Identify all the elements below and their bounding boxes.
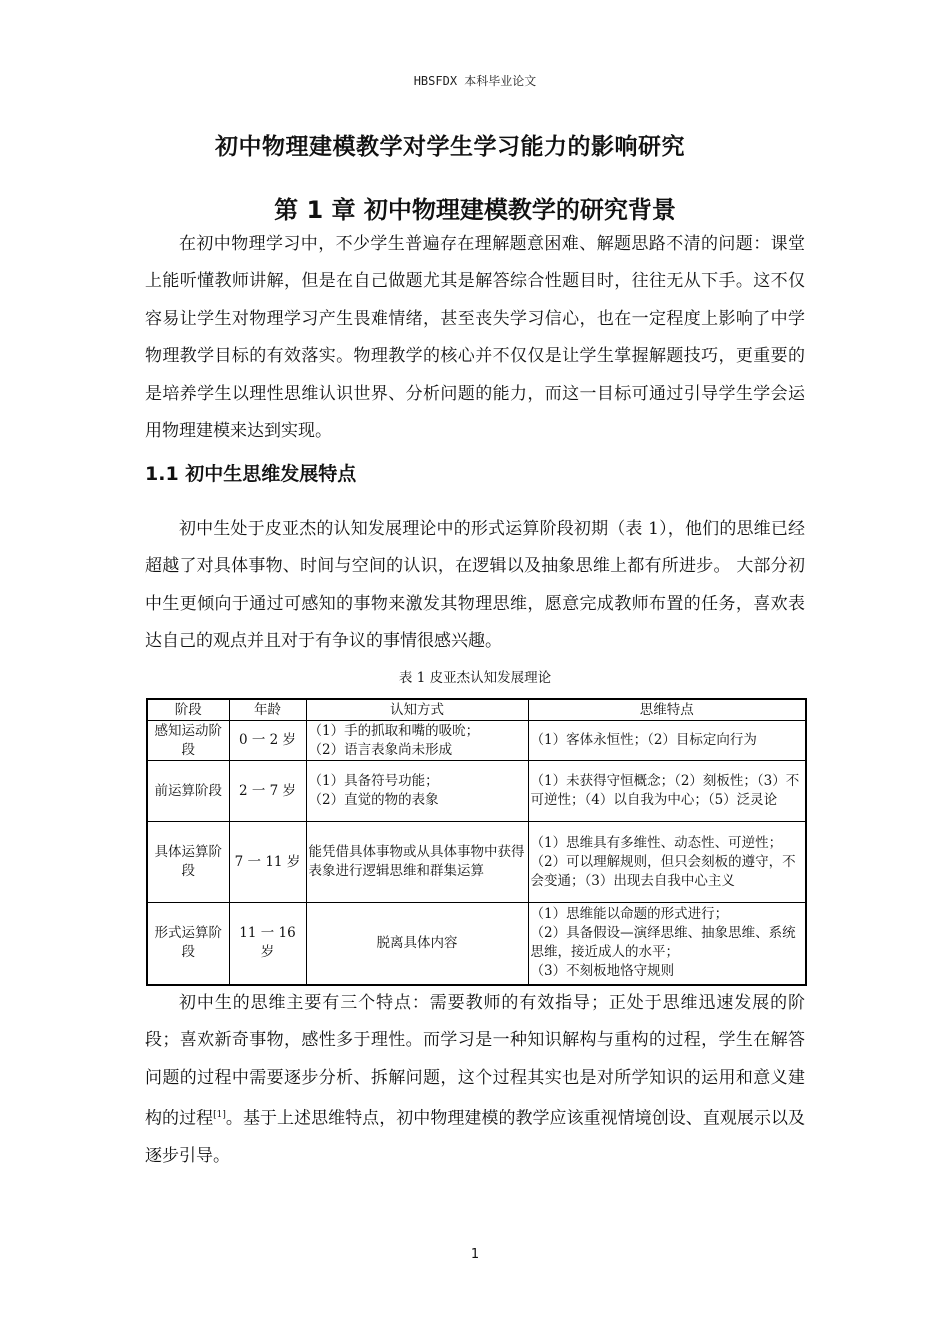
stage-cell: 形式运算阶段: [147, 903, 229, 985]
header-age: 年龄: [229, 699, 306, 721]
paragraph-intro: 在初中物理学习中，不少学生普遍存在理解题意困难、解题思路不清的问题：课堂上能听懂教师讲解，但是在自己做题尤其是解答综合性题目时，往往无从下手。这不仅容易让学生对物理学习产生畏难情绪，甚至丧失学习信心，也在一定程度上影响了中学物理教学目标的有效落实。物理教学的核心并不仅仅是让学生掌握解题技巧，更重要的是培养学生以理性思维认识世界、分析问题的能力，而这一目标可通过引导学生学会运用物理建模来达到实现。: [145, 234, 805, 442]
table-row: [147, 822, 806, 903]
header-stage: 阶段: [147, 699, 229, 721]
age-cell: 2 一 7 岁: [229, 761, 306, 822]
cognition-line: （1）手的抓取和嘴的吸吮；: [308, 722, 480, 739]
section-heading: 1.1 初中生思维发展特点: [145, 463, 357, 485]
cognition-cell: [306, 761, 528, 822]
thesis-title: 初中物理建模教学对学生学习能力的影响研究: [215, 134, 685, 160]
table-row: [147, 761, 806, 822]
features-cell: （1）思维具有多维性、动态性、可逆性；（2）可以理解规则，但只会刻板的遵守，不会变通；（3）出现去自我中心主义: [528, 822, 806, 903]
age-cell: 0 一 2 岁: [229, 721, 306, 761]
features-cell: （1）客体永恒性；（2）目标定向行为: [528, 721, 806, 761]
stage-cell: 前运算阶段: [147, 761, 229, 822]
age-cell: 11 一 16 岁: [229, 903, 306, 985]
stage-cell: 具体运算阶段: [147, 822, 229, 903]
features-cell: （1）未获得守恒概念；（2）刻板性；（3）不可逆性；（4）以自我为中心；（5）泛灵论: [528, 761, 806, 822]
cognition-cell: [306, 721, 528, 761]
feature-line: （3）不刻板地恪守规则: [530, 963, 675, 980]
paragraph-thinking: 初中生处于皮亚杰的认知发展理论中的形式运算阶段初期（表 1），他们的思维已经超越了对具体事物、时间与空间的认识，在逻辑以及抽象思维上都有所进步。 大部分初中生更倾向于通过可感知的事物来激发其物理思维，愿意完成教师布置的任务，喜欢表达自己的观点并且对于有争议的事情很感兴趣。: [145, 519, 805, 652]
running-header: HBSFDX 本科毕业论文: [413, 74, 537, 88]
page-number: 1: [470, 1247, 480, 1262]
cognition-line: （2）语言表象尚未形成: [308, 741, 453, 758]
cognition-cell: 脱离具体内容: [306, 903, 528, 985]
age-cell: 7 一 11 岁: [229, 822, 306, 903]
cognition-cell: 能凭借具体事物或从具体事物中获得表象进行逻辑思维和群集运算: [306, 822, 528, 903]
chapter-heading: 第 1 章 初中物理建模教学的研究背景: [274, 196, 676, 224]
paragraph-text: 初中生的思维主要有三个特点：需要教师的有效指导；正处于思维迅速发展的阶段；喜欢新奇事物，感性多于理性。而学习是一种知识解构与重构的过程，学生在解答问题的过程中需要逐步分析、拆解问题，这个过程其实也是对所学知识的运用和意义建构的过程: [145, 993, 805, 1129]
paragraph-text: 。基于上述思维特点，初中物理建模的教学应该重视情境创设、直观展示以及逐步引导。: [145, 1108, 806, 1167]
feature-line: （1）思维能以命题的形式进行；: [530, 906, 729, 923]
feature-line: （2）具备假设—演绎思维、抽象思维、系统思维，接近成人的水平；: [530, 925, 796, 961]
stage-cell: 感知运动阶段: [147, 721, 229, 761]
table-row: [147, 721, 806, 761]
cognition-line: （2）直觉的物的表象: [308, 792, 439, 808]
table-caption: 表 1 皮亚杰认知发展理论: [398, 670, 552, 686]
table-header-row: [147, 699, 806, 721]
cognition-line: （1）具备符号功能；: [308, 773, 439, 789]
header-cognition: 认知方式: [306, 699, 528, 721]
header-features: 思维特点: [528, 699, 806, 721]
citation-marker: [1]: [213, 1110, 226, 1121]
table-row: [147, 903, 806, 985]
piaget-stage-table: [146, 698, 807, 986]
paragraph-features: [145, 985, 805, 1176]
features-cell: [528, 903, 806, 985]
